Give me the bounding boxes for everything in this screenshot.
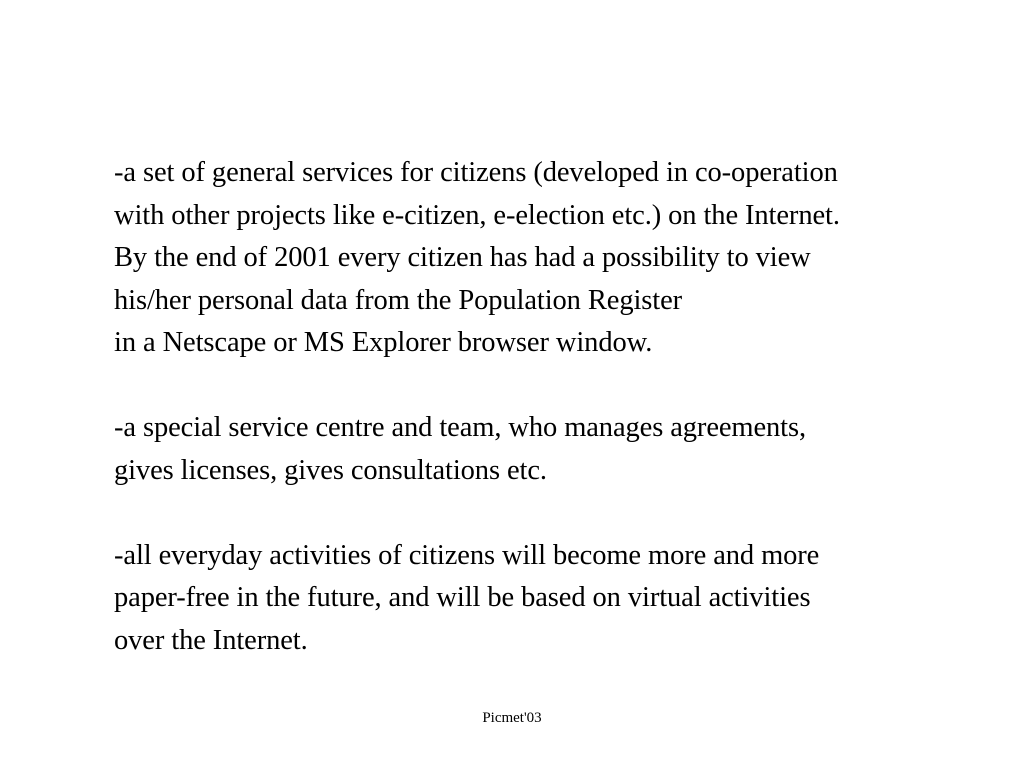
text-line: with other projects like e-citizen, e-election etc.) on the Internet. <box>114 199 840 231</box>
paragraph-spacer <box>114 365 1014 408</box>
text-line: paper-free in the future, and will be based on virtual activities <box>114 582 811 613</box>
paragraph-general-services <box>114 152 1014 365</box>
paragraph-spacer <box>114 492 1014 535</box>
text-line: in a Netscape or MS Explorer browser window. <box>114 327 653 358</box>
slide-body <box>114 152 1014 662</box>
paragraph-service-centre <box>114 407 1014 492</box>
paragraph-everyday-activities <box>114 535 1014 663</box>
text-line: gives licenses, gives consultations etc. <box>114 454 547 486</box>
text-line: over the Internet. <box>114 624 308 656</box>
text-line: -all everyday activities of citizens will become more and more <box>114 539 820 571</box>
text-line: -a special service centre and team, who manages agreements, <box>114 412 807 443</box>
text-line: his/her personal data from the Population Register <box>114 284 683 316</box>
text-line: By the end of 2001 every citizen has had a possibility to view <box>114 242 811 273</box>
slide-footer: Picmet'03 <box>482 710 542 726</box>
text-line: -a set of general services for citizens (developed in co-operation <box>114 157 838 188</box>
